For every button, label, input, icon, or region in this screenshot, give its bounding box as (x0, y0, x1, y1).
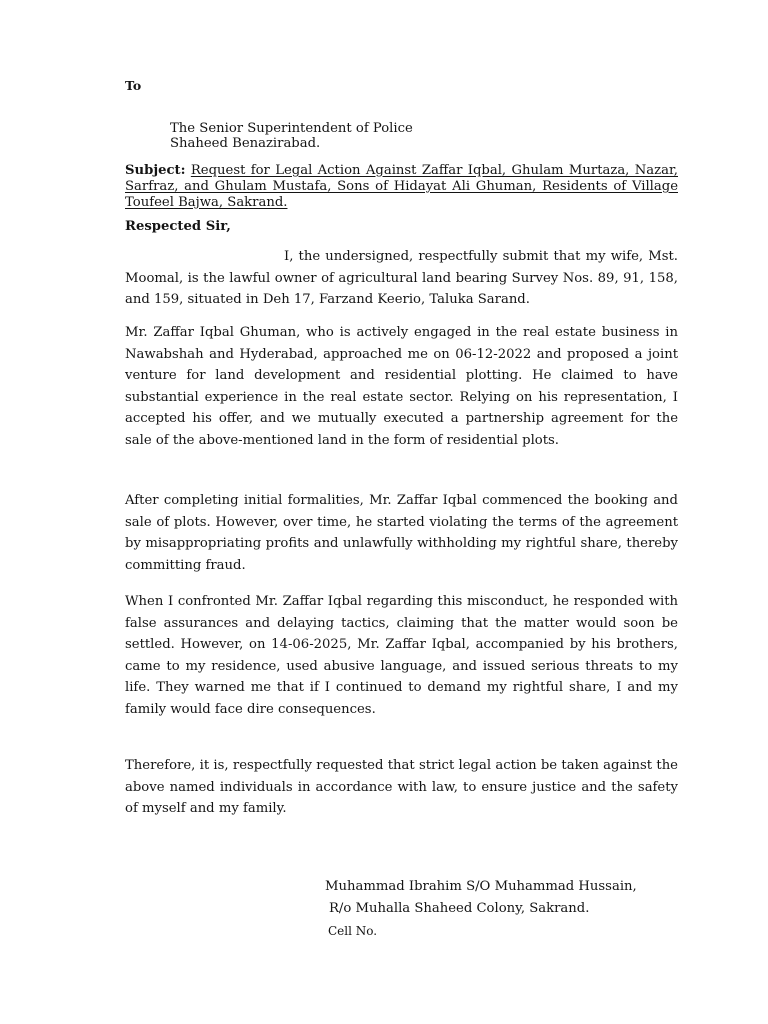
body-paragraph-5: Therefore, it is, respectfully requested that strict legal action be taken against the above named individuals in accordance with law, to ensure justice and the safety of myself and my family. (125, 758, 678, 816)
salutation: Respected Sir, (125, 219, 231, 234)
body-paragraph-3: After completing initial formalities, Mr. Zaffar Iqbal commenced the booking and sale of plots. However, over time, he started violating the terms of the agreement by misappropriating profits and unlawfully withholding my rightful share, thereby committing fraud. (125, 493, 678, 573)
addressee-line-1: The Senior Superintendent of Police (170, 121, 413, 136)
body-paragraph-1 (125, 246, 678, 311)
body-paragraph-2: Mr. Zaffar Iqbal Ghuman, who is actively engaged in the real estate business in Nawabshah and Hyderabad, approached me on 06-12-2022 and proposed a joint venture for land development and residential plotting. He claimed to have substantial experience in the real estate sector. Relying on his representation, I accepted his offer, and we mutually executed a partnership agreement for the sale of the above-mentioned land in the form of residential plots. (125, 325, 678, 448)
body-paragraph-4: When I confronted Mr. Zaffar Iqbal regarding this misconduct, he responded with false assurances and delaying tactics, claiming that the matter would soon be settled. However, on 14-06-2025, Mr. Zaffar Iqbal, accompanied by his brothers, came to my residence, used abusive language, and issued serious threats to my life. They warned me that if I continued to demand my rightful share, I and my family would face dire consequences. (125, 594, 678, 717)
signature-address: R/o Muhalla Shaheed Colony, Sakrand. (329, 901, 590, 916)
subject-line (125, 163, 678, 211)
signature-name: Muhammad Ibrahim S/O Muhammad Hussain, (325, 879, 637, 894)
signature-cell: Cell No. (328, 924, 378, 938)
to-label: To (125, 78, 142, 93)
subject-label: Subject: (125, 163, 186, 178)
body-paragraph-1-text: I, the undersigned, respectfully submit that my wife, Mst. Moomal, is the lawful owner of agricultural land bearing Survey Nos. 89, 91, 158, and 159, situated in Deh 17, Farzand Keerio, Taluka Sarand. (125, 249, 678, 307)
addressee-line-2: Shaheed Benazirabad. (170, 136, 321, 151)
subject-text: Request for Legal Action Against Zaffar Iqbal, Ghulam Murtaza, Nazar, Sarfraz, and Ghulam Mustafa, Sons of Hidayat Ali Ghuman, Residents of Village Toufeel Bajwa, Sakrand. (125, 163, 678, 210)
